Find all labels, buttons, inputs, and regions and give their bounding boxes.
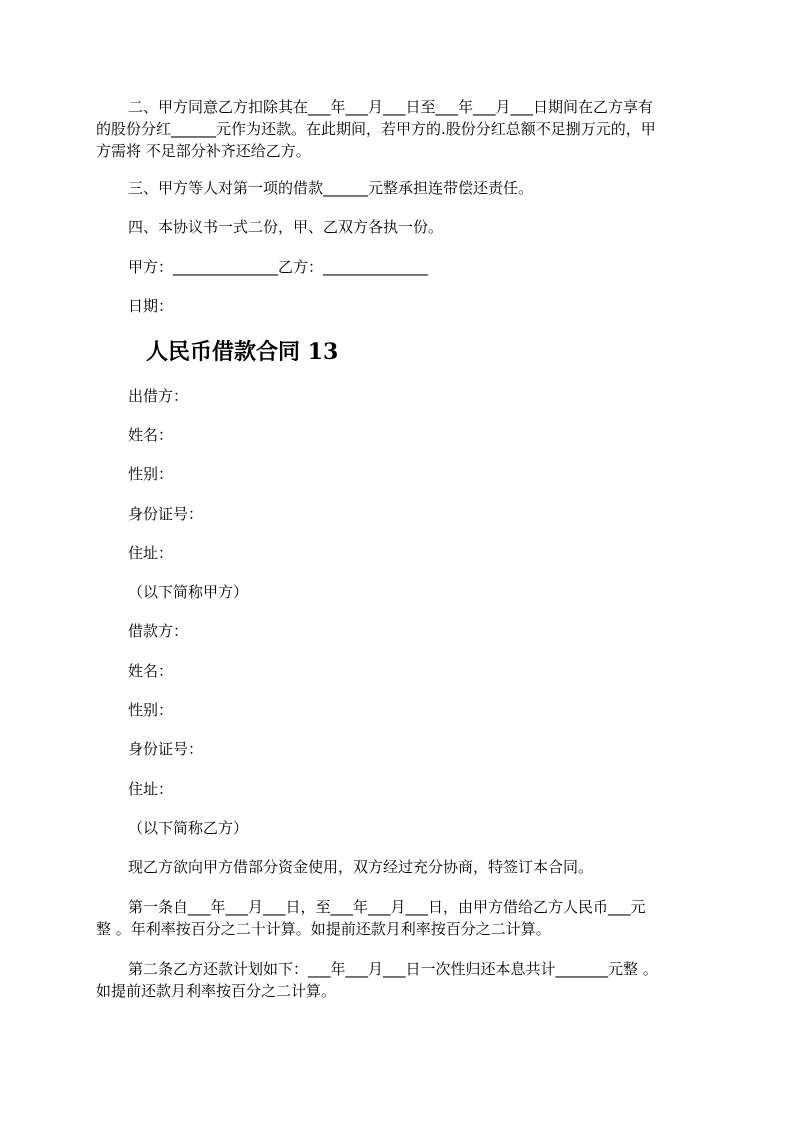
clause-2-line-1: 二、甲方同意乙方扣除其在___年___月___日至___年___月___日期间在乙方享有 bbox=[128, 98, 654, 116]
borrower-address-field: 住址： bbox=[128, 780, 174, 798]
borrower-gender-field: 性别： bbox=[128, 701, 174, 719]
signature-line: 甲方：______________乙方：______________ bbox=[128, 258, 429, 276]
article-1-line-2: 整 。年利率按百分之二十计算。如提前还款月利率按百分之二计算。 bbox=[96, 920, 551, 938]
lender-address-field: 住址： bbox=[128, 544, 174, 562]
lender-alias: （以下简称甲方） bbox=[128, 583, 249, 601]
contract-title: 人民币借款合同 13 bbox=[146, 339, 339, 365]
clause-2-line-2: 的股份分红______元作为还款。在此期间，若甲方的.股份分红总额不足捌万元的，甲 bbox=[96, 120, 656, 138]
date-label: 日期： bbox=[128, 297, 174, 315]
borrower-label: 借款方： bbox=[128, 622, 189, 640]
clause-4: 四、本协议书一式二份，甲、乙双方各执一份。 bbox=[128, 218, 444, 236]
preamble: 现乙方欲向甲方借部分资金使用，双方经过充分协商，特签订本合同。 bbox=[128, 858, 594, 876]
clause-3: 三、甲方等人对第一项的借款______元整承担连带偿还责任。 bbox=[128, 179, 534, 197]
article-2-line-2: 如提前还款月利率按百分之二计算。 bbox=[96, 982, 337, 1000]
lender-label: 出借方： bbox=[128, 387, 189, 405]
borrower-id-field: 身份证号： bbox=[128, 740, 204, 758]
clause-2-line-3: 方需将 不足部分补齐还给乙方。 bbox=[96, 142, 311, 160]
article-2-line-1: 第二条乙方还款计划如下：___年___月___日一次性归还本息共计_______元整 。 bbox=[128, 960, 658, 978]
article-1-line-1: 第一条自___年___月___日，至___年___月___日，由甲方借给乙方人民币___元 bbox=[128, 898, 646, 916]
lender-id-field: 身份证号： bbox=[128, 505, 204, 523]
borrower-alias: （以下简称乙方） bbox=[128, 819, 249, 837]
lender-gender-field: 性别： bbox=[128, 465, 174, 483]
borrower-name-field: 姓名： bbox=[128, 662, 174, 680]
lender-name-field: 姓名： bbox=[128, 426, 174, 444]
